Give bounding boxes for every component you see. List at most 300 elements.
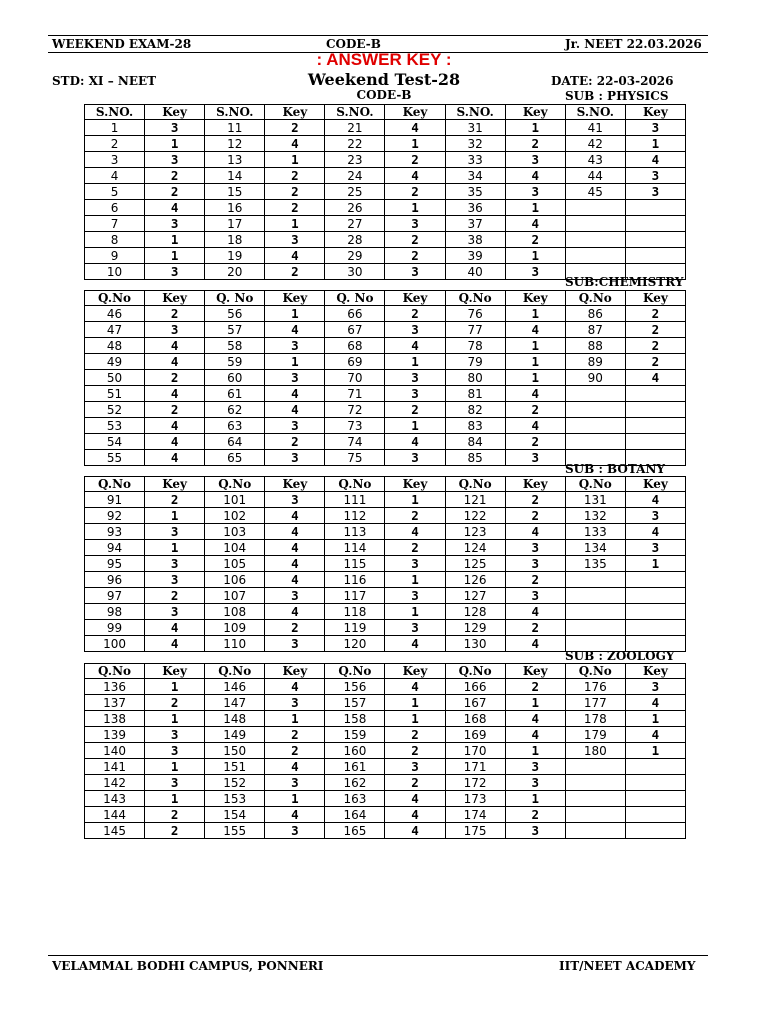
answer-key-cell: 1 — [145, 136, 205, 152]
question-number-cell: 69 — [325, 354, 385, 370]
question-number-cell: 12 — [205, 136, 265, 152]
question-number-cell: 158 — [325, 711, 385, 727]
col-header-key: Key — [625, 477, 685, 492]
table-row — [85, 492, 686, 508]
answer-key-cell: 2 — [265, 727, 325, 743]
answer-key-cell: 4 — [265, 402, 325, 418]
answer-key-cell: 2 — [145, 184, 205, 200]
answer-key-cell: 4 — [385, 524, 445, 540]
question-number-cell: 53 — [85, 418, 145, 434]
answer-key-cell: 2 — [505, 679, 565, 695]
answer-key-cell: 4 — [625, 370, 685, 386]
question-number-cell: 83 — [445, 418, 505, 434]
question-number-cell: 177 — [565, 695, 625, 711]
question-number-cell: 90 — [565, 370, 625, 386]
answer-key-cell: 2 — [385, 743, 445, 759]
answer-key-cell: 2 — [265, 184, 325, 200]
question-number-cell: 126 — [445, 572, 505, 588]
question-number-cell: 46 — [85, 306, 145, 322]
table-row — [85, 727, 686, 743]
question-number-cell — [565, 572, 625, 588]
answer-key-cell: 2 — [265, 264, 325, 280]
table-row — [85, 604, 686, 620]
question-number-cell: 64 — [205, 434, 265, 450]
question-number-cell: 174 — [445, 807, 505, 823]
answer-key-cell: 3 — [145, 216, 205, 232]
question-number-cell — [565, 434, 625, 450]
answer-key-cell: 1 — [385, 572, 445, 588]
answer-key-cell: 4 — [385, 636, 445, 652]
table-row — [85, 524, 686, 540]
question-number-cell: 1 — [85, 120, 145, 136]
answer-key-cell: 2 — [145, 402, 205, 418]
test-title: Weekend Test-28 — [307, 70, 461, 89]
exam-code: CODE-B — [326, 37, 381, 51]
answer-key-cell: 2 — [145, 370, 205, 386]
table-row — [85, 588, 686, 604]
question-number-cell: 169 — [445, 727, 505, 743]
question-number-cell: 107 — [205, 588, 265, 604]
answer-key-cell: 1 — [505, 695, 565, 711]
question-number-cell: 30 — [325, 264, 385, 280]
question-number-cell — [565, 620, 625, 636]
question-number-cell: 149 — [205, 727, 265, 743]
answer-key-cell: 3 — [265, 492, 325, 508]
answer-key-cell: 2 — [505, 508, 565, 524]
question-number-cell: 11 — [205, 120, 265, 136]
answer-key-cell — [625, 434, 685, 450]
answer-key-cell: 1 — [385, 492, 445, 508]
answer-key-cell: 4 — [265, 572, 325, 588]
answer-key-cell: 3 — [145, 152, 205, 168]
answer-key-cell: 2 — [145, 807, 205, 823]
subject-label-botany: SUB : BOTANY — [565, 462, 665, 476]
answer-key-cell: 2 — [385, 248, 445, 264]
question-number-cell: 68 — [325, 338, 385, 354]
question-number-cell: 132 — [565, 508, 625, 524]
answer-key-cell: 2 — [145, 695, 205, 711]
question-number-cell: 165 — [325, 823, 385, 839]
question-number-cell: 24 — [325, 168, 385, 184]
answer-key-cell: 1 — [145, 232, 205, 248]
answer-key-cell: 3 — [265, 418, 325, 434]
question-number-cell: 76 — [445, 306, 505, 322]
answer-key-cell: 4 — [265, 759, 325, 775]
answer-key-cell — [625, 823, 685, 839]
answer-key-cell: 4 — [505, 418, 565, 434]
answer-key-cell: 1 — [505, 338, 565, 354]
answer-key-cell: 3 — [265, 775, 325, 791]
question-number-cell: 45 — [565, 184, 625, 200]
question-number-cell — [565, 775, 625, 791]
answer-key-title: : ANSWER KEY : — [316, 50, 452, 69]
question-number-cell — [565, 232, 625, 248]
answer-key-cell — [625, 418, 685, 434]
answer-key-cell: 3 — [505, 264, 565, 280]
question-number-cell: 124 — [445, 540, 505, 556]
col-header-key: Key — [145, 477, 205, 492]
answer-key-cell: 4 — [265, 322, 325, 338]
question-number-cell: 62 — [205, 402, 265, 418]
answer-key-cell: 3 — [385, 620, 445, 636]
table-row — [85, 711, 686, 727]
question-number-cell: 102 — [205, 508, 265, 524]
question-number-cell: 74 — [325, 434, 385, 450]
question-number-cell: 96 — [85, 572, 145, 588]
question-number-cell: 26 — [325, 200, 385, 216]
physics-answer-table — [84, 104, 686, 280]
question-number-cell: 109 — [205, 620, 265, 636]
answer-key-cell: 1 — [145, 248, 205, 264]
answer-key-cell: 4 — [265, 386, 325, 402]
question-number-cell: 152 — [205, 775, 265, 791]
question-number-cell: 179 — [565, 727, 625, 743]
answer-key-cell: 4 — [265, 679, 325, 695]
question-number-cell: 100 — [85, 636, 145, 652]
question-number-cell: 86 — [565, 306, 625, 322]
question-number-cell: 180 — [565, 743, 625, 759]
answer-key-cell: 3 — [385, 588, 445, 604]
table-row — [85, 152, 686, 168]
question-number-cell — [565, 216, 625, 232]
answer-key-cell: 4 — [505, 524, 565, 540]
question-number-cell: 153 — [205, 791, 265, 807]
answer-key-cell: 3 — [385, 264, 445, 280]
answer-key-cell: 4 — [265, 136, 325, 152]
question-number-cell: 161 — [325, 759, 385, 775]
answer-key-cell: 1 — [385, 604, 445, 620]
table-row — [85, 434, 686, 450]
question-number-cell — [565, 807, 625, 823]
question-number-cell: 60 — [205, 370, 265, 386]
answer-key-cell: 1 — [385, 695, 445, 711]
answer-key-cell: 3 — [385, 386, 445, 402]
answer-key-cell: 1 — [265, 354, 325, 370]
question-number-cell: 163 — [325, 791, 385, 807]
answer-key-cell: 2 — [625, 354, 685, 370]
answer-key-cell: 4 — [145, 418, 205, 434]
answer-key-cell: 1 — [505, 120, 565, 136]
question-number-cell: 78 — [445, 338, 505, 354]
question-number-cell: 67 — [325, 322, 385, 338]
question-number-cell: 6 — [85, 200, 145, 216]
question-number-cell: 117 — [325, 588, 385, 604]
question-number-cell: 118 — [325, 604, 385, 620]
question-number-cell: 115 — [325, 556, 385, 572]
answer-key-cell: 3 — [625, 184, 685, 200]
answer-key-cell — [625, 264, 685, 280]
answer-key-cell: 1 — [385, 418, 445, 434]
answer-key-cell: 4 — [265, 556, 325, 572]
answer-key-cell: 2 — [145, 492, 205, 508]
answer-key-cell: 3 — [505, 823, 565, 839]
subject-label-physics: SUB : PHYSICS — [565, 89, 669, 103]
chemistry-answer-table — [84, 290, 686, 466]
question-number-cell: 164 — [325, 807, 385, 823]
answer-key-cell: 3 — [505, 540, 565, 556]
question-number-cell: 61 — [205, 386, 265, 402]
answer-key-cell: 3 — [145, 524, 205, 540]
col-header-number: Q.No — [445, 291, 505, 306]
question-number-cell: 116 — [325, 572, 385, 588]
answer-key-cell: 4 — [385, 120, 445, 136]
answer-key-cell — [625, 450, 685, 466]
answer-key-cell — [625, 232, 685, 248]
answer-key-cell — [625, 386, 685, 402]
question-number-cell: 171 — [445, 759, 505, 775]
question-number-cell: 155 — [205, 823, 265, 839]
col-header-key: Key — [625, 291, 685, 306]
answer-key-cell: 2 — [505, 232, 565, 248]
col-header-number: Q.No — [445, 664, 505, 679]
answer-key-cell: 3 — [265, 370, 325, 386]
answer-key-cell: 4 — [625, 492, 685, 508]
question-number-cell: 133 — [565, 524, 625, 540]
question-number-cell: 54 — [85, 434, 145, 450]
question-number-cell: 8 — [85, 232, 145, 248]
answer-key-cell — [625, 248, 685, 264]
question-number-cell: 16 — [205, 200, 265, 216]
answer-key-cell: 3 — [625, 120, 685, 136]
question-number-cell: 73 — [325, 418, 385, 434]
question-number-cell: 2 — [85, 136, 145, 152]
question-number-cell — [565, 759, 625, 775]
table-row — [85, 386, 686, 402]
col-header-number: S.NO. — [205, 105, 265, 120]
question-number-cell: 97 — [85, 588, 145, 604]
answer-key-cell: 4 — [265, 604, 325, 620]
answer-key-cell: 4 — [145, 354, 205, 370]
answer-key-cell — [625, 759, 685, 775]
batch-date: Jr. NEET 22.03.2026 — [565, 37, 702, 51]
table-row — [85, 450, 686, 466]
col-header-key: Key — [505, 477, 565, 492]
question-number-cell: 162 — [325, 775, 385, 791]
question-number-cell: 168 — [445, 711, 505, 727]
answer-key-cell: 4 — [505, 636, 565, 652]
col-header-key: Key — [385, 105, 445, 120]
question-number-cell: 122 — [445, 508, 505, 524]
answer-key-cell: 4 — [385, 791, 445, 807]
col-header-key: Key — [265, 664, 325, 679]
answer-key-cell: 3 — [385, 450, 445, 466]
footer-campus: VELAMMAL BODHI CAMPUS, PONNERI — [52, 959, 324, 973]
answer-key-cell: 1 — [625, 136, 685, 152]
question-number-cell: 63 — [205, 418, 265, 434]
table-row — [85, 402, 686, 418]
answer-key-cell: 1 — [385, 354, 445, 370]
answer-key-cell — [625, 620, 685, 636]
question-number-cell: 5 — [85, 184, 145, 200]
answer-key-cell: 3 — [505, 775, 565, 791]
answer-key-cell: 1 — [505, 306, 565, 322]
answer-key-cell: 3 — [145, 572, 205, 588]
table-row — [85, 540, 686, 556]
answer-key-cell: 4 — [265, 524, 325, 540]
answer-key-cell: 3 — [625, 679, 685, 695]
col-header-number: Q. No — [325, 291, 385, 306]
answer-key-cell: 3 — [145, 120, 205, 136]
answer-key-cell: 4 — [625, 727, 685, 743]
question-number-cell: 13 — [205, 152, 265, 168]
col-header-number: S.NO. — [445, 105, 505, 120]
answer-key-cell: 3 — [385, 370, 445, 386]
table-row — [85, 775, 686, 791]
answer-key-cell: 1 — [145, 711, 205, 727]
answer-key-cell: 1 — [505, 248, 565, 264]
question-number-cell: 99 — [85, 620, 145, 636]
question-number-cell: 160 — [325, 743, 385, 759]
question-number-cell: 82 — [445, 402, 505, 418]
answer-key-cell: 3 — [385, 759, 445, 775]
answer-key-cell: 4 — [145, 620, 205, 636]
question-number-cell: 10 — [85, 264, 145, 280]
table-row — [85, 370, 686, 386]
question-number-cell: 111 — [325, 492, 385, 508]
answer-key-cell: 3 — [505, 184, 565, 200]
col-header-number: S.NO. — [325, 105, 385, 120]
col-header-key: Key — [385, 664, 445, 679]
footer-rule — [48, 955, 708, 956]
answer-key-cell: 2 — [385, 152, 445, 168]
answer-key-cell: 3 — [265, 338, 325, 354]
question-number-cell: 33 — [445, 152, 505, 168]
answer-key-cell: 2 — [385, 402, 445, 418]
question-number-cell: 130 — [445, 636, 505, 652]
answer-key-cell: 3 — [265, 232, 325, 248]
col-header-key: Key — [145, 291, 205, 306]
question-number-cell: 52 — [85, 402, 145, 418]
table-row — [85, 322, 686, 338]
answer-key-cell: 3 — [145, 775, 205, 791]
answer-key-cell: 3 — [145, 264, 205, 280]
answer-key-cell: 2 — [505, 136, 565, 152]
col-header-number: Q.No — [85, 477, 145, 492]
answer-key-cell: 4 — [145, 200, 205, 216]
question-number-cell: 139 — [85, 727, 145, 743]
answer-key-cell: 4 — [385, 679, 445, 695]
question-number-cell: 25 — [325, 184, 385, 200]
question-number-cell: 71 — [325, 386, 385, 402]
answer-key-cell: 3 — [625, 168, 685, 184]
question-number-cell: 123 — [445, 524, 505, 540]
question-number-cell: 91 — [85, 492, 145, 508]
question-number-cell: 148 — [205, 711, 265, 727]
question-number-cell: 49 — [85, 354, 145, 370]
answer-key-cell: 4 — [265, 508, 325, 524]
question-number-cell: 40 — [445, 264, 505, 280]
zoology-answer-table — [84, 663, 686, 839]
answer-key-cell: 2 — [265, 168, 325, 184]
question-number-cell: 95 — [85, 556, 145, 572]
answer-key-cell: 3 — [505, 556, 565, 572]
table-row — [85, 168, 686, 184]
col-header-number: Q.No — [565, 477, 625, 492]
question-number-cell: 88 — [565, 338, 625, 354]
question-number-cell: 150 — [205, 743, 265, 759]
answer-key-cell: 4 — [385, 434, 445, 450]
question-number-cell — [565, 604, 625, 620]
question-number-cell — [565, 200, 625, 216]
question-number-cell: 32 — [445, 136, 505, 152]
col-header-key: Key — [265, 477, 325, 492]
answer-key-cell: 1 — [145, 791, 205, 807]
col-header-key: Key — [505, 105, 565, 120]
table-row — [85, 120, 686, 136]
question-number-cell: 3 — [85, 152, 145, 168]
answer-key-cell: 2 — [265, 200, 325, 216]
question-number-cell: 121 — [445, 492, 505, 508]
question-number-cell: 134 — [565, 540, 625, 556]
question-number-cell: 167 — [445, 695, 505, 711]
question-number-cell: 57 — [205, 322, 265, 338]
question-number-cell: 41 — [565, 120, 625, 136]
question-number-cell: 85 — [445, 450, 505, 466]
question-number-cell: 43 — [565, 152, 625, 168]
answer-key-cell: 4 — [265, 807, 325, 823]
footer-academy: IIT/NEET ACADEMY — [559, 959, 696, 973]
question-number-cell: 140 — [85, 743, 145, 759]
answer-key-cell: 3 — [145, 727, 205, 743]
question-number-cell: 170 — [445, 743, 505, 759]
answer-key-cell: 1 — [505, 791, 565, 807]
question-number-cell: 144 — [85, 807, 145, 823]
table-row — [85, 264, 686, 280]
question-number-cell: 143 — [85, 791, 145, 807]
answer-key-cell: 2 — [505, 807, 565, 823]
col-header-key: Key — [145, 105, 205, 120]
col-header-number: Q.No — [565, 664, 625, 679]
question-number-cell: 66 — [325, 306, 385, 322]
col-header-key: Key — [385, 291, 445, 306]
answer-key-cell: 2 — [265, 434, 325, 450]
answer-key-cell: 2 — [265, 120, 325, 136]
question-number-cell: 114 — [325, 540, 385, 556]
answer-key-cell: 2 — [505, 434, 565, 450]
col-header-key: Key — [625, 664, 685, 679]
col-header-number: Q.No — [85, 291, 145, 306]
question-number-cell: 15 — [205, 184, 265, 200]
question-number-cell: 105 — [205, 556, 265, 572]
answer-key-cell: 3 — [145, 322, 205, 338]
question-number-cell: 21 — [325, 120, 385, 136]
answer-key-cell: 3 — [625, 508, 685, 524]
question-number-cell: 44 — [565, 168, 625, 184]
col-header-key: Key — [145, 664, 205, 679]
table-row — [85, 759, 686, 775]
answer-key-cell — [625, 636, 685, 652]
answer-key-cell: 2 — [385, 232, 445, 248]
answer-key-cell: 3 — [385, 556, 445, 572]
question-number-cell: 77 — [445, 322, 505, 338]
question-number-cell: 89 — [565, 354, 625, 370]
answer-key-cell: 4 — [625, 524, 685, 540]
question-number-cell — [565, 636, 625, 652]
question-number-cell: 166 — [445, 679, 505, 695]
question-number-cell: 29 — [325, 248, 385, 264]
col-header-number: Q.No — [325, 477, 385, 492]
question-number-cell: 94 — [85, 540, 145, 556]
col-header-number: Q.No — [205, 664, 265, 679]
table-row — [85, 743, 686, 759]
question-number-cell: 58 — [205, 338, 265, 354]
answer-key-cell — [625, 588, 685, 604]
answer-key-cell — [625, 791, 685, 807]
answer-key-cell: 4 — [265, 248, 325, 264]
table-row — [85, 572, 686, 588]
table-row — [85, 791, 686, 807]
answer-key-cell: 4 — [505, 168, 565, 184]
